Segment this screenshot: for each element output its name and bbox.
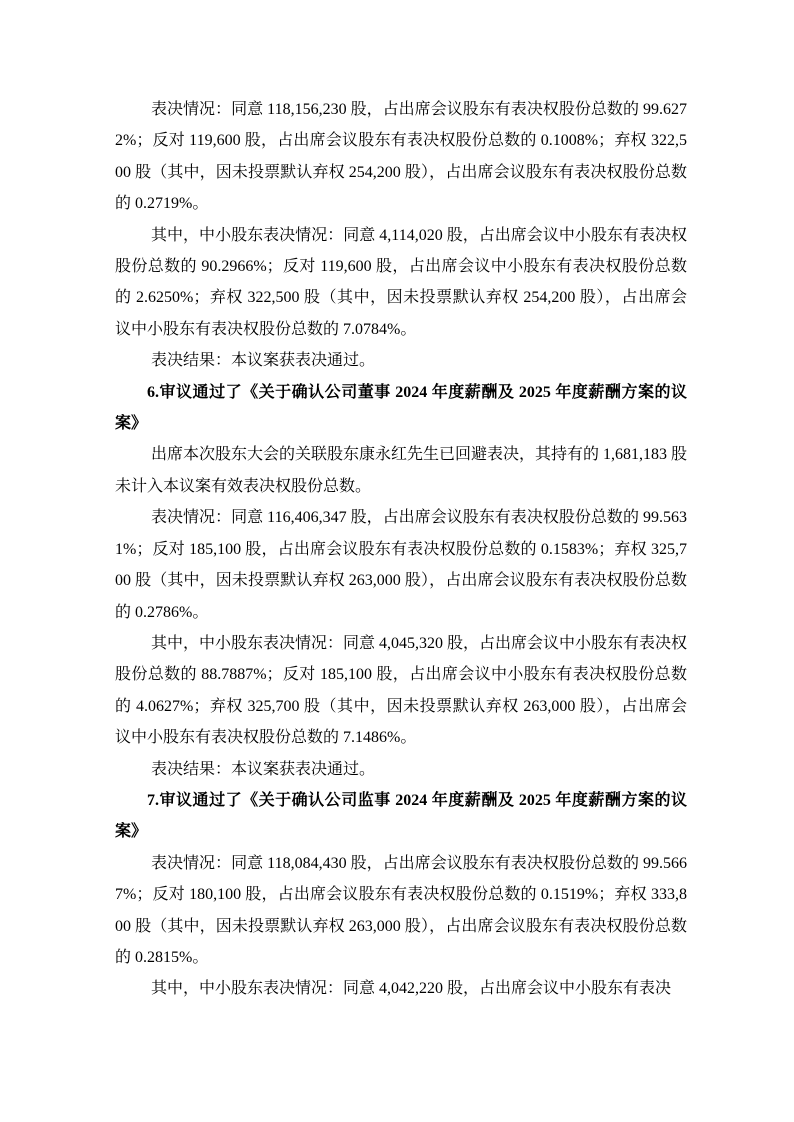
proposal-7-heading: 7.审议通过了《关于确认公司监事 2024 年度薪酬及 2025 年度薪酬方案的议案》 <box>115 791 687 841</box>
vote-detail-paragraph-item7: 表决情况：同意 118,084,430 股，占出席会议股东有表决权股份总数的 99.5667%；反对 180,100 股，占出席会议股东有表决权股份总数的 0.1519%；弃权 333,800 股（其中，因未投票默认弃权 263,000 股），占出席会议股东有表决权股份总数的 0.2815%。 <box>115 854 687 966</box>
minority-vote-paragraph-item7-partial: 其中，中小股东表决情况：同意 4,042,220 股，占出席会议中小股东有表决 <box>151 980 672 998</box>
vote-result-paragraph-item5: 表决结果：本议案获表决通过。 <box>151 352 376 370</box>
vote-detail-paragraph-item6: 表决情况：同意 116,406,347 股，占出席会议股东有表决权股份总数的 99.5631%；反对 185,100 股，占出席会议股东有表决权股份总数的 0.1583%；弃权 325,700 股（其中，因未投票默认弃权 263,000 股），占出席会议股东有表决权股份总数的 0.2786%。 <box>115 509 687 621</box>
minority-vote-paragraph-item5: 其中，中小股东表决情况：同意 4,114,020 股，占出席会议中小股东有表决权股份总数的 90.2966%；反对 119,600 股，占出席会议中小股东有表决权股份总数的 2.6250%；弃权 322,500 股（其中，因未投票默认弃权 254,200 股），占出席会议中小股东有表决权股份总数的 7.0784%。 <box>115 226 687 338</box>
minority-vote-paragraph-item6: 其中，中小股东表决情况：同意 4,045,320 股，占出席会议中小股东有表决权股份总数的 88.7887%；反对 185,100 股，占出席会议中小股东有表决权股份总数的 4.0627%；弃权 325,700 股（其中，因未投票默认弃权 263,000 股），占出席会议中小股东有表决权股份总数的 7.1486%。 <box>115 634 688 747</box>
proposal-6-heading: 6.审议通过了《关于确认公司董事 2024 年度薪酬及 2025 年度薪酬方案的议案》 <box>115 383 687 433</box>
recusal-note-paragraph: 出席本次股东大会的关联股东康永红先生已回避表决，其持有的 1,681,183 股未计入本议案有效表决权股份总数。 <box>115 446 688 495</box>
vote-result-paragraph-item6: 表决结果：本议案获表决通过。 <box>151 760 376 778</box>
document-body <box>115 94 687 1005</box>
vote-detail-paragraph-item5: 表决情况：同意 118,156,230 股，占出席会议股东有表决权股份总数的 99.6272%；反对 119,600 股，占出席会议股东有表决权股份总数的 0.1008%；弃权 322,500 股（其中，因未投票默认弃权 254,200 股），占出席会议股东有表决权股份总数的 0.2719%。 <box>115 101 687 213</box>
